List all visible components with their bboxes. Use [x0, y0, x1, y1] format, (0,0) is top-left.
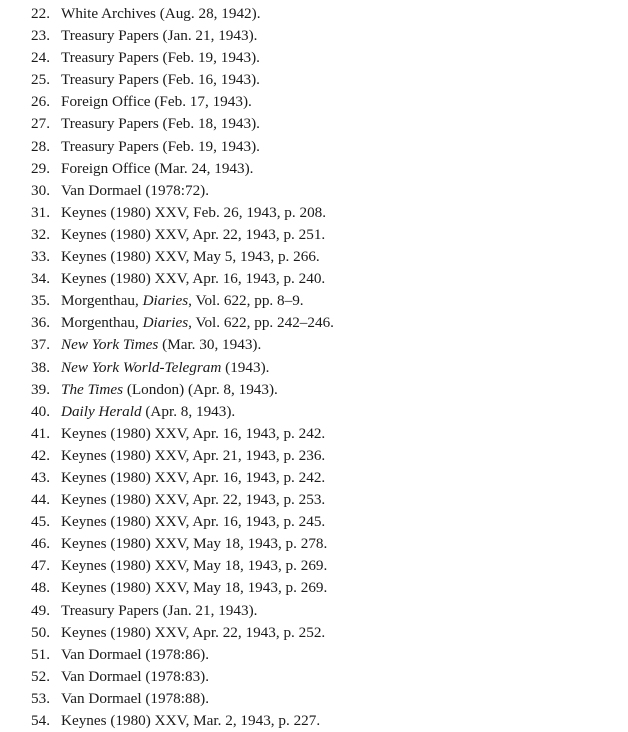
endnote-citation	[61, 3, 261, 25]
endnote-number: 31.	[31, 203, 50, 221]
endnote-citation	[61, 688, 209, 710]
endnote-item	[31, 268, 334, 290]
endnote-item	[31, 69, 334, 91]
endnote-item	[31, 113, 334, 135]
citation-title-italic: New York Times	[61, 336, 159, 354]
endnote-number: 37.	[31, 336, 50, 354]
citation-text: Treasury Papers (Feb. 18, 1943).	[61, 115, 260, 133]
endnote-number: 27.	[31, 115, 50, 133]
endnote-citation	[61, 25, 257, 47]
citation-text: Keynes (1980) XXV, Feb. 26, 1943, p. 208.	[61, 203, 327, 221]
endnote-item	[31, 622, 334, 644]
endnote-number: 28.	[31, 137, 50, 155]
endnote-number: 40.	[31, 402, 50, 420]
endnote-citation	[61, 113, 260, 135]
endnote-number: 39.	[31, 380, 50, 398]
citation-title-italic: The Times	[61, 380, 124, 398]
endnote-citation	[61, 202, 326, 224]
endnote-item	[31, 290, 334, 312]
citation-text: Keynes (1980) XXV, Apr. 16, 1943, p. 240.	[61, 270, 326, 288]
endnote-number: 51.	[31, 645, 50, 663]
citation-text: Keynes (1980) XXV, May 18, 1943, p. 269.	[61, 557, 328, 575]
endnote-item	[31, 666, 334, 688]
citation-text: Keynes (1980) XXV, Apr. 16, 1943, p. 242.	[61, 468, 326, 486]
endnote-citation	[61, 467, 325, 489]
citation-text: Van Dormael (1978:72).	[61, 181, 210, 199]
endnote-citation	[61, 268, 325, 290]
citation-text: (Mar. 30, 1943).	[158, 336, 262, 354]
endnote-item	[31, 511, 334, 533]
citation-title-italic: New York World-Telegram	[61, 358, 222, 376]
citation-text: Van Dormael (1978:86).	[61, 645, 210, 663]
endnote-citation	[61, 334, 261, 356]
endnote-citation	[61, 180, 209, 202]
citation-title-italic: Diaries	[142, 314, 189, 332]
endnote-number: 29.	[31, 159, 50, 177]
endnote-number: 41.	[31, 424, 50, 442]
endnote-item	[31, 401, 334, 423]
endnote-number: 32.	[31, 225, 50, 243]
endnote-number: 50.	[31, 623, 50, 641]
citation-text: Keynes (1980) XXV, Apr. 16, 1943, p. 245.	[61, 513, 326, 531]
citation-text: Van Dormael (1978:88).	[61, 689, 210, 707]
endnote-item	[31, 445, 334, 467]
endnote-number: 24.	[31, 49, 50, 67]
endnote-citation	[61, 379, 278, 401]
citation-text: Keynes (1980) XXV, Apr. 16, 1943, p. 242.	[61, 424, 326, 442]
citation-text: Morgenthau,	[61, 314, 143, 332]
citation-text: White Archives (Aug. 28, 1942).	[61, 5, 261, 22]
citation-text: (1943).	[221, 358, 270, 376]
endnote-number: 33.	[31, 248, 50, 266]
endnote-citation	[61, 136, 260, 158]
citation-text: Keynes (1980) XXV, Apr. 22, 1943, p. 253.	[61, 491, 326, 509]
endnote-item	[31, 224, 334, 246]
endnote-item	[31, 25, 334, 47]
endnote-item	[31, 423, 334, 445]
endnote-number: 43.	[31, 468, 50, 486]
endnote-item	[31, 357, 334, 379]
endnote-citation	[61, 423, 325, 445]
citation-text: Van Dormael (1978:83).	[61, 667, 210, 685]
citation-title-italic: Daily Herald	[61, 402, 142, 420]
endnote-number: 35.	[31, 292, 50, 310]
endnote-citation	[61, 666, 209, 688]
endnote-item	[31, 158, 334, 180]
endnote-item	[31, 136, 334, 158]
citation-text: (London) (Apr. 8, 1943).	[123, 380, 278, 398]
endnote-citation	[61, 91, 252, 113]
citation-title-italic: Diaries	[142, 292, 189, 310]
endnote-item	[31, 312, 334, 334]
citation-text: , Vol. 622, pp. 242–246.	[188, 314, 334, 332]
endnote-number: 46.	[31, 535, 50, 553]
citation-text: Keynes (1980) XXV, May 18, 1943, p. 269.	[61, 579, 328, 597]
endnote-number: 44.	[31, 491, 50, 509]
citation-text: Foreign Office (Feb. 17, 1943).	[61, 93, 252, 111]
endnote-citation	[61, 158, 253, 180]
endnote-number: 49.	[31, 601, 50, 619]
endnote-number: 36.	[31, 314, 50, 332]
endnote-number: 52.	[31, 667, 50, 685]
citation-text: Foreign Office (Mar. 24, 1943).	[61, 159, 254, 177]
endnote-citation	[61, 290, 304, 312]
endnote-number: 23.	[31, 27, 50, 45]
endnote-item	[31, 334, 334, 356]
endnote-citation	[61, 312, 334, 334]
endnote-number: 34.	[31, 270, 50, 288]
citation-text: Keynes (1980) XXV, Mar. 2, 1943, p. 227.	[61, 712, 321, 729]
endnote-citation	[61, 401, 235, 423]
endnote-item	[31, 644, 334, 666]
endnote-number: 30.	[31, 181, 50, 199]
endnote-number: 42.	[31, 446, 50, 464]
citation-text: Keynes (1980) XXV, Apr. 22, 1943, p. 252.	[61, 623, 326, 641]
endnote-item	[31, 600, 334, 622]
endnote-citation	[61, 489, 325, 511]
endnote-number: 38.	[31, 358, 50, 376]
endnote-item	[31, 3, 334, 25]
endnote-citation	[61, 533, 327, 555]
endnote-item	[31, 246, 334, 268]
endnote-citation	[61, 600, 257, 622]
citation-text: Keynes (1980) XXV, May 5, 1943, p. 266.	[61, 248, 320, 266]
endnote-number: 22.	[31, 5, 50, 22]
endnote-item	[31, 533, 334, 555]
endnote-citation	[61, 577, 327, 599]
endnote-number: 54.	[31, 712, 50, 729]
endnote-citation	[61, 644, 209, 666]
endnote-citation	[61, 357, 269, 379]
endnotes-list	[31, 3, 334, 732]
endnote-number: 53.	[31, 689, 50, 707]
citation-text: Treasury Papers (Feb. 16, 1943).	[61, 71, 260, 89]
endnote-item	[31, 555, 334, 577]
endnote-citation	[61, 555, 327, 577]
endnote-item	[31, 467, 334, 489]
endnote-citation	[61, 246, 320, 268]
citation-text: Keynes (1980) XXV, Apr. 22, 1943, p. 251.	[61, 225, 326, 243]
citation-text: Treasury Papers (Feb. 19, 1943).	[61, 49, 260, 67]
endnote-citation	[61, 69, 260, 91]
endnote-item	[31, 47, 334, 69]
endnote-item	[31, 379, 334, 401]
endnote-item	[31, 180, 334, 202]
citation-text: Keynes (1980) XXV, Apr. 21, 1943, p. 236.	[61, 446, 326, 464]
citation-text: Treasury Papers (Jan. 21, 1943).	[61, 27, 258, 45]
endnote-number: 45.	[31, 513, 50, 531]
endnote-item	[31, 202, 334, 224]
endnote-citation	[61, 445, 325, 467]
endnote-item	[31, 688, 334, 710]
endnote-citation	[61, 622, 325, 644]
endnote-citation	[61, 47, 260, 69]
citation-text: Keynes (1980) XXV, May 18, 1943, p. 278.	[61, 535, 328, 553]
endnote-citation	[61, 224, 325, 246]
citation-text: (Apr. 8, 1943).	[141, 402, 236, 420]
endnote-item	[31, 489, 334, 511]
endnote-item	[31, 577, 334, 599]
endnote-item	[31, 91, 334, 113]
citation-text: Morgenthau,	[61, 292, 143, 310]
endnote-number: 48.	[31, 579, 50, 597]
endnote-citation	[61, 511, 325, 533]
citation-text: Treasury Papers (Jan. 21, 1943).	[61, 601, 258, 619]
citation-text: Treasury Papers (Feb. 19, 1943).	[61, 137, 260, 155]
citation-text: , Vol. 622, pp. 8–9.	[188, 292, 304, 310]
endnote-number: 26.	[31, 93, 50, 111]
endnote-number: 47.	[31, 557, 50, 575]
endnote-number: 25.	[31, 71, 50, 89]
